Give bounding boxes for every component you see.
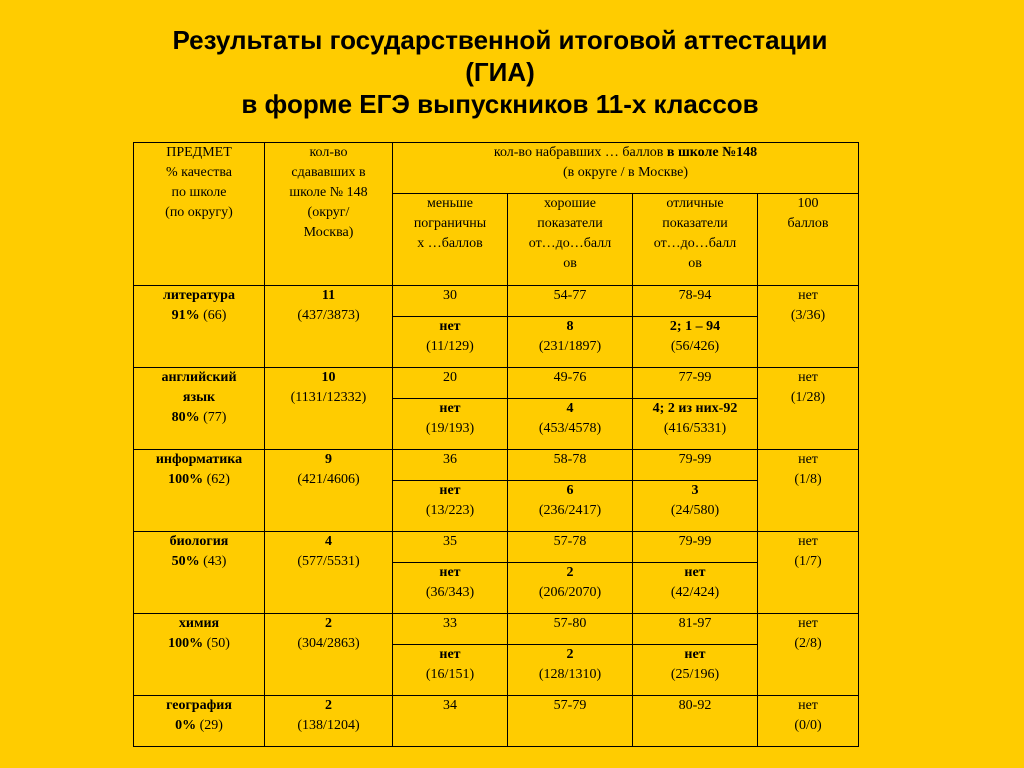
good-detail: (231/1897) (538, 339, 602, 354)
header-hundred-cell (758, 194, 859, 286)
below-school-cell (393, 317, 508, 368)
hundred-value: нет (798, 698, 818, 713)
header-good-line: от…до…балл (528, 236, 612, 251)
quality-value: 100% (168, 472, 204, 487)
below-range-cell: 36 (393, 450, 508, 481)
good-range-cell: 57-79 (508, 696, 633, 747)
good-range-cell: 58-78 (508, 450, 633, 481)
below-school-value: нет (439, 483, 461, 498)
excellent-detail: (416/5331) (663, 421, 727, 436)
below-detail: (13/223) (425, 503, 475, 518)
good-school-cell (508, 317, 633, 368)
header-subject-label: ПРЕДМЕТ (166, 145, 232, 160)
header-excellent-cell (633, 194, 758, 286)
header-count-line: (округ/ (307, 205, 350, 220)
excellent-school-cell (633, 481, 758, 532)
excellent-school-value: 3 (691, 483, 699, 498)
subject-quality (136, 306, 262, 326)
count-cell (265, 368, 393, 450)
below-school-value: нет (439, 319, 461, 334)
table-row (134, 368, 859, 399)
below-range-cell: 30 (393, 286, 508, 317)
header-good-line: хорошие (544, 196, 596, 211)
hundred-value: нет (798, 370, 818, 385)
excellent-school-value: 2; 1 – 94 (669, 319, 721, 334)
subject-name: биология (169, 534, 229, 549)
header-quality-label: % качества (166, 165, 232, 180)
header-below-cell (393, 194, 508, 286)
quality-district: (66) (203, 308, 227, 323)
below-detail: (19/193) (425, 421, 475, 436)
header-good-line: ов (563, 256, 577, 271)
header-excellent-line: показатели (662, 216, 728, 231)
header-good-cell (508, 194, 633, 286)
header-count-line: кол-во (309, 145, 348, 160)
header-scored-school: в школе №148 (666, 145, 758, 160)
results-table (133, 142, 859, 747)
header-scored-line-2: (в округе / в Москве) (562, 165, 689, 180)
good-school-value: 6 (566, 483, 574, 498)
below-detail: (16/151) (425, 667, 475, 682)
count-value: 2 (325, 698, 332, 713)
table-row (134, 532, 859, 563)
good-detail: (453/4578) (538, 421, 602, 436)
good-range-cell: 49-76 (508, 368, 633, 399)
subject-quality (136, 716, 262, 736)
subject-quality (136, 634, 262, 654)
header-count-school-number: № 148 (329, 185, 368, 200)
page-title (0, 24, 1000, 120)
hundred-detail: (1/28) (790, 390, 826, 405)
count-cell (265, 614, 393, 696)
excellent-school-cell (633, 563, 758, 614)
subject-name: информатика (155, 452, 243, 467)
below-school-value: нет (439, 647, 461, 662)
header-below-line: меньше (427, 196, 473, 211)
below-school-value: нет (439, 565, 461, 580)
subject-name-line-2: язык (182, 390, 216, 405)
hundred-value: нет (798, 288, 818, 303)
count-cell (265, 532, 393, 614)
table-row (134, 696, 859, 747)
below-school-cell (393, 481, 508, 532)
count-value: 2 (325, 616, 332, 631)
count-detail: (421/4606) (297, 472, 360, 487)
table-row (134, 614, 859, 645)
count-detail: (577/5531) (297, 554, 360, 569)
subject-cell (134, 614, 265, 696)
header-below-line: х …баллов (417, 236, 483, 251)
subject-name: география (166, 698, 232, 713)
below-school-cell (393, 645, 508, 696)
hundred-detail: (1/8) (794, 472, 822, 487)
subject-cell (134, 696, 265, 747)
header-scored-line-1 (395, 143, 856, 163)
title-line-3: в форме ЕГЭ выпускников 11-х классов (241, 89, 759, 119)
subject-cell (134, 286, 265, 368)
below-school-value: нет (439, 401, 461, 416)
below-detail: (36/343) (425, 585, 475, 600)
good-school-cell (508, 481, 633, 532)
count-cell (265, 696, 393, 747)
hundred-detail: (0/0) (794, 718, 822, 733)
count-detail: (138/1204) (297, 718, 360, 733)
quality-value: 100% (168, 636, 204, 651)
subject-cell (134, 368, 265, 450)
count-value: 11 (321, 288, 336, 303)
header-count-line: сдававших в (291, 165, 366, 180)
subject-quality (136, 408, 262, 428)
below-range-cell: 34 (393, 696, 508, 747)
excellent-range-cell: 80-92 (633, 696, 758, 747)
excellent-school-cell (633, 645, 758, 696)
good-school-value: 8 (566, 319, 574, 334)
count-cell (265, 286, 393, 368)
header-excellent-line: ов (688, 256, 702, 271)
hundred-cell (758, 532, 859, 614)
excellent-range-cell: 81-97 (633, 614, 758, 645)
good-range-cell: 54-77 (508, 286, 633, 317)
below-range-cell: 33 (393, 614, 508, 645)
table-row (134, 450, 859, 481)
below-range-cell: 20 (393, 368, 508, 399)
subject-name: химия (178, 616, 220, 631)
excellent-school-cell (633, 399, 758, 450)
quality-value: 0% (175, 718, 197, 733)
quality-district: (29) (199, 718, 223, 733)
excellent-range-cell: 79-99 (633, 450, 758, 481)
header-count-line (267, 183, 390, 203)
below-range-cell: 35 (393, 532, 508, 563)
excellent-detail: (42/424) (670, 585, 720, 600)
count-value: 9 (325, 452, 332, 467)
excellent-range-cell: 77-99 (633, 368, 758, 399)
good-school-cell (508, 399, 633, 450)
excellent-range-cell: 78-94 (633, 286, 758, 317)
excellent-detail: (56/426) (670, 339, 720, 354)
subject-cell (134, 532, 265, 614)
title-line-1: Результаты государственной итоговой аттестации (172, 25, 828, 55)
quality-value: 80% (171, 410, 200, 425)
good-school-value: 2 (566, 647, 574, 662)
table-row (134, 286, 859, 317)
hundred-detail: (2/8) (794, 636, 822, 651)
hundred-detail: (1/7) (794, 554, 822, 569)
quality-district: (50) (206, 636, 230, 651)
excellent-detail: (25/196) (670, 667, 720, 682)
quality-value: 91% (171, 308, 200, 323)
good-range-cell: 57-78 (508, 532, 633, 563)
subject-cell (134, 450, 265, 532)
header-excellent-line: отличные (666, 196, 724, 211)
good-school-value: 4 (566, 401, 574, 416)
quality-district: (62) (206, 472, 230, 487)
quality-value: 50% (171, 554, 200, 569)
header-count-line: Москва) (303, 225, 354, 240)
header-hundred-line: баллов (787, 216, 829, 231)
below-school-cell (393, 563, 508, 614)
hundred-value: нет (798, 616, 818, 631)
excellent-school-cell (633, 317, 758, 368)
good-school-cell (508, 645, 633, 696)
header-good-line: показатели (537, 216, 603, 231)
header-count-school-text: школе (289, 185, 327, 200)
hundred-value: нет (798, 452, 818, 467)
subject-name: литература (163, 288, 235, 303)
good-detail: (236/2417) (538, 503, 602, 518)
title-line-2: (ГИА) (465, 57, 535, 87)
count-detail: (304/2863) (297, 636, 360, 651)
good-school-value: 2 (566, 565, 574, 580)
count-detail: (1131/12332) (290, 390, 367, 405)
header-school-label: по школе (171, 185, 227, 200)
count-value: 4 (325, 534, 332, 549)
header-row-1 (134, 143, 859, 194)
header-count-cell (265, 143, 393, 286)
quality-district: (43) (203, 554, 227, 569)
count-detail: (437/3873) (297, 308, 360, 323)
good-detail: (206/2070) (538, 585, 602, 600)
header-excellent-line: от…до…балл (653, 236, 737, 251)
excellent-detail: (24/580) (670, 503, 720, 518)
header-subject-cell (134, 143, 265, 286)
below-school-cell (393, 399, 508, 450)
hundred-cell (758, 450, 859, 532)
hundred-detail: (3/36) (790, 308, 826, 323)
good-detail: (128/1310) (538, 667, 602, 682)
hundred-cell (758, 696, 859, 747)
excellent-school-value: нет (684, 647, 706, 662)
hundred-cell (758, 614, 859, 696)
count-value: 10 (321, 370, 336, 385)
header-hundred-line: 100 (797, 196, 819, 211)
subject-quality (136, 552, 262, 572)
excellent-range-cell: 79-99 (633, 532, 758, 563)
hundred-cell (758, 368, 859, 450)
subject-name: английский (161, 370, 237, 385)
good-school-cell (508, 563, 633, 614)
count-cell (265, 450, 393, 532)
header-district-label: (по округу) (165, 205, 233, 220)
hundred-value: нет (798, 534, 818, 549)
header-scored-text: кол-во набравших … баллов (493, 145, 664, 160)
header-scored-cell (393, 143, 859, 194)
subject-quality (136, 470, 262, 490)
below-detail: (11/129) (426, 339, 474, 354)
excellent-school-value: 4; 2 из них-92 (652, 401, 738, 416)
header-below-line: пограничны (413, 216, 487, 231)
quality-district: (77) (203, 410, 227, 425)
good-range-cell: 57-80 (508, 614, 633, 645)
excellent-school-value: нет (684, 565, 706, 580)
hundred-cell (758, 286, 859, 368)
